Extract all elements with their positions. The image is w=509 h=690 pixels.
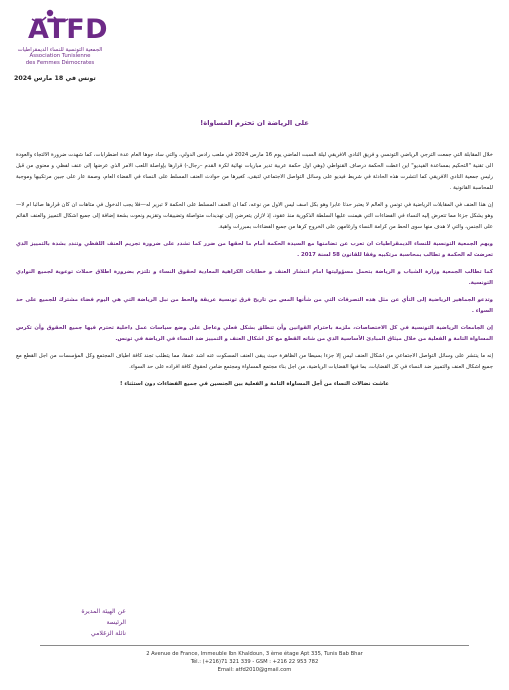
signature-block <box>16 606 126 639</box>
footer <box>0 650 509 674</box>
paragraph: إن هذا العنف في المقابلات الرياضية في تونس و العالم لا يعتبر حدثا عابرا وهو بكل اسف ليس الاول من نوعه، كما ان العنف المسلط على الحكمة لا تبرير له—فلا يجب الدخول في متاهات ان كان قرارها صائبا ام لا— وهو يشكل جزءا مما تتعرض إليه النساء في الفضاءات التي هيمنت عليها السلطة الذكورية منذ عقود، إذ لازلن يتعرضن إلى تهديدات متواصلة وتضييقات وتقزيم ونعوت بشعة إضافة إلى جميع اشكال التمييز والعنف القائم على الجنس، والتي لا هدف منها سوى الحط من كرامة النساء وارغامهن على الخروج كرها من جميع الفضاءات بمبررات واهية. <box>16 202 493 230</box>
signature-name: نائلة الزغلامي <box>90 630 126 637</box>
paragraph: خلال المقابلة التي جمعت الترجي الرياضي التونسي و فريق النادي الافريقي ليلة السبت الماضي يوم 16 مارس 2024 في ملعب رادس الدولي، والتي ساد جوها العام عدة اضطرابات، كما شهدت ضرورة الالتجاء والعودة الى تقنية "التحكيم بمساعدة الفيديو" اين اعطت الحكمة درصاف القنواطي (وهي اول حكمة عربية تدير مباريات نهائية لكرة القدم –رجال-) قرارها بإواصلة اللعب الامر الذي عرضها إلى عنف لفظي و معنوي من قبل رئيس جمعية النادي الافريقي كما انتشرت هذه الحادثة في شريط فيديو على وسائل التواصل الاجتماعي لتبقى، كغيرها من حوادث العنف المسلط على النساء في الفضاء العام، وصمة عار على جبين مرتكبيها وموجبة للمحاسبة القانونية . <box>16 152 493 191</box>
footer-email: Email: atfd2010@gmail.com <box>217 667 292 673</box>
footer-address: 2 Avenue de France, Immeuble Ibn Khaldoun, 3 ème étage Apt 335, Tunis Bab Bhar <box>146 651 363 657</box>
signature-org: عن الهيئة المديرة <box>81 608 126 615</box>
signature-role: الرئيسة <box>106 619 126 626</box>
letter-body <box>16 150 493 390</box>
logo-subtitle-fr-1: Association Tunisienne <box>29 53 91 60</box>
logo-subtitle <box>12 47 108 66</box>
logo-subtitle-fr-2: des Femmes Démocrates <box>25 59 95 66</box>
logo-subtitle-ar: الجمعية التونسية للنساء الديمقراطيات <box>17 47 103 53</box>
footer-phones: Tél.: (+216)71 321 339 - GSM : +216 22 953 782 <box>190 659 319 665</box>
logo-mark <box>12 8 108 44</box>
paragraph: إن الجامعات الرياضية التونسية في كل الاختصاصات، ملزمة باحترام القوانين وأن تنطلق بشكل فعلي وعاجل على وضع سياسات عمل داخلية تحترم فيها جميع الحقوق وأن تكرس المساواة التامة و الفعلية من خلال ميثاق المبادئ الأساسية الذي من شانه القطع مع كل اشكال العنف و التمييز ضد النساء في الرياضة في تونس. <box>16 325 493 342</box>
letter-title: على الرياضة ان تحترم المساواة! <box>200 119 309 127</box>
letter-date: تونس في 18 مارس 2024 <box>14 75 96 82</box>
logo-name: ATFD <box>28 14 109 45</box>
paragraph: إنه ما ينتشر على وسائل التواصل الاجتماعي من اشكال العنف ليس إلا جزءا بسيطا من الظاهرة حيث يبقى العنف المسكوت عنه اشد عمقا، مما يتطلب تجند كافة اطياف المجتمع وكل المؤسسات من اجل القطع مع جميع اشكال العنف والتمييز ضد النساء في كل القضايات، بما فيها القضايات الرياضية، من اجل بناء مجتمع المساواة ومجتمع ضامن لحقوق كافة افراده على حد السواء. <box>16 353 493 370</box>
paragraph: وتدعو الجماهير الرياضية إلى التأي عن مثل هذه التصرفات التي من شأنها المس من تاريخ فرق تونسية عريقة والحط من نبل الرياضة التي هي اليوم فضاء مشترك للجميع على حد السواء . <box>16 297 493 314</box>
atfd-logo <box>12 8 108 66</box>
paragraph: وبهم الجمعية التونسية للنساء الديمقراطيات ان تعرب عن تضامنها مع السيدة الحكمة أمام ما لحقها من ضرر كما تشدد على ضرورة تجريم العنف اللفظي وتندد بشدة بالتمييز الذي تعرضت له الحكمة و تطالب بمحاسبة مرتكبيه وفقا للقانون 58 لسنة 2017 . <box>16 241 493 258</box>
footer-divider <box>40 645 469 646</box>
paragraph: كما تطالب الجمعية وزارة الشباب و الرياضة بتحمل مسؤوليتها امام انتشار العنف و خطابات الكراهية المعادية لحقوق النساء و تلتزم بضرورة اطلاق حملات توعوية لجميع النوادي التونسية. <box>16 269 493 286</box>
closing-slogan: عاشت نضالات النساء من أجل المساواة التامة و الفعلية بين الجنسين في جميع الفضاءات دون استثناء ! <box>120 381 389 387</box>
